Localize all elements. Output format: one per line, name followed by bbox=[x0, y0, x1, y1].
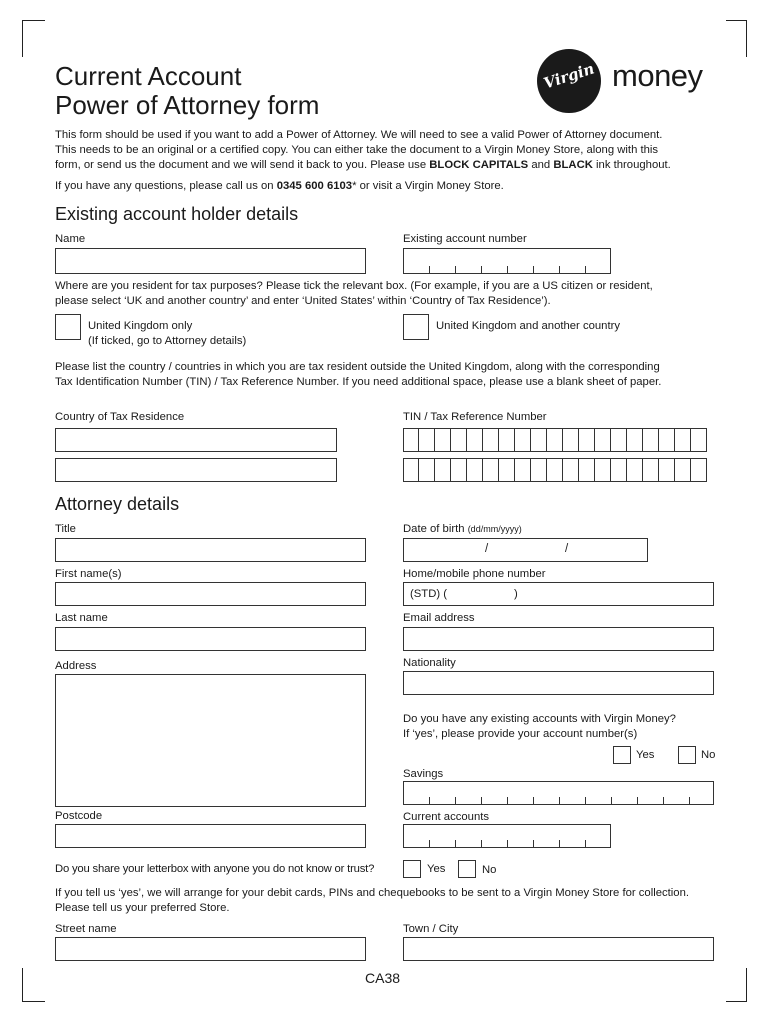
tax-residence-question: Where are you resident for tax purposes? Please tick the relevant box. (For example, if you are a US citizen or resident, please select ‘UK and another country’ and enter ‘United States’ within ‘Country of Tax Residence’). bbox=[55, 280, 653, 307]
title-line-2: Power of Attorney form bbox=[55, 90, 320, 120]
dob-label: Date of birth (dd/mm/yyyy) bbox=[403, 523, 522, 535]
title-label: Title bbox=[55, 523, 76, 535]
letterbox-yes-checkbox[interactable] bbox=[403, 860, 421, 878]
nationality-label: Nationality bbox=[403, 657, 456, 669]
current-accounts-label: Current accounts bbox=[403, 811, 490, 823]
name-label: Name bbox=[55, 233, 86, 245]
first-name-label: First name(s) bbox=[55, 568, 122, 580]
tin-label: TIN / Tax Reference Number bbox=[403, 411, 547, 423]
last-name-label: Last name bbox=[55, 612, 108, 624]
first-name-field[interactable] bbox=[55, 582, 366, 606]
crop-mark-top-left bbox=[22, 20, 45, 57]
savings-label: Savings bbox=[403, 768, 444, 780]
country-tax-residence-label: Country of Tax Residence bbox=[55, 411, 185, 423]
postcode-field[interactable] bbox=[55, 824, 366, 848]
current-account-field[interactable] bbox=[403, 824, 611, 848]
country-tax-residence-field-1[interactable] bbox=[55, 428, 337, 452]
form-code: CA38 bbox=[365, 970, 401, 986]
contact-line: If you have any questions, please call us on 0345 600 6103* or visit a Virgin Money Store. bbox=[55, 180, 504, 192]
logo-virgin-text: Virgin bbox=[541, 59, 597, 93]
virgin-money-logo bbox=[536, 48, 726, 114]
store-collection-text: If you tell us ‘yes’, we will arrange for your debit cards, PINs and chequebooks to be sent to a Virgin Money Store for collection. Please tell us your preferred Store. bbox=[55, 887, 689, 914]
account-number-label: Existing account number bbox=[403, 233, 527, 245]
crop-mark-bottom-left bbox=[22, 968, 45, 1002]
phone-number: 0345 600 6103 bbox=[276, 180, 353, 192]
letterbox-no-label: No bbox=[482, 864, 497, 876]
email-field[interactable] bbox=[403, 627, 714, 651]
title-line-1: Current Account bbox=[55, 61, 242, 91]
phone-field[interactable]: (STD) ( ) bbox=[403, 582, 714, 606]
existing-accounts-yes-checkbox[interactable] bbox=[613, 746, 631, 764]
attorney-heading: Attorney details bbox=[55, 494, 180, 514]
address-field[interactable] bbox=[55, 674, 366, 807]
crop-mark-top-right bbox=[726, 20, 747, 57]
letterbox-yes-label: Yes bbox=[427, 863, 446, 875]
logo-money-text: money bbox=[612, 58, 703, 93]
uk-and-other-checkbox[interactable] bbox=[403, 314, 429, 340]
existing-accounts-question: Do you have any existing accounts with Virgin Money? If ‘yes’, please provide your account number(s) bbox=[403, 713, 676, 740]
letterbox-question: Do you share your letterbox with anyone you do not know or trust? bbox=[55, 863, 375, 875]
existing-accounts-no-label: No bbox=[701, 749, 716, 761]
savings-account-field[interactable] bbox=[403, 781, 714, 805]
nationality-field[interactable] bbox=[403, 671, 714, 695]
tin-field-2[interactable] bbox=[403, 458, 707, 482]
phone-label: Home/mobile phone number bbox=[403, 568, 546, 580]
title-field[interactable] bbox=[55, 538, 366, 562]
email-label: Email address bbox=[403, 612, 475, 624]
letterbox-no-checkbox[interactable] bbox=[458, 860, 476, 878]
intro-paragraph: This form should be used if you want to add a Power of Attorney. We will need to see a valid Power of Attorney document. This needs to be an original or a certified copy. You can either take the document to a Virgin Money Store, along with this form, or send us the document and we will send it back to you. Please use BLOCK CAPITALS and BLACK ink throughout. bbox=[55, 129, 671, 171]
postcode-label: Postcode bbox=[55, 810, 103, 822]
tax-country-instructions: Please list the country / countries in which you are tax resident outside the United Kingdom, along with the corresponding Tax Identification Number (TIN) / Tax Reference Number. If you need additional space, please use a blank sheet of paper. bbox=[55, 361, 662, 388]
town-city-label: Town / City bbox=[403, 923, 459, 935]
address-label: Address bbox=[55, 660, 97, 672]
uk-and-other-label: United Kingdom and another country bbox=[436, 320, 621, 332]
crop-mark-bottom-right bbox=[726, 968, 747, 1002]
dob-field[interactable]: / / bbox=[403, 538, 648, 562]
account-number-field[interactable] bbox=[403, 248, 611, 274]
uk-only-label: United Kingdom only (If ticked, go to Attorney details) bbox=[88, 320, 247, 347]
existing-accounts-yes-label: Yes bbox=[636, 749, 655, 761]
uk-only-checkbox[interactable] bbox=[55, 314, 81, 340]
name-field[interactable] bbox=[55, 248, 366, 274]
existing-holder-heading: Existing account holder details bbox=[55, 204, 299, 224]
last-name-field[interactable] bbox=[55, 627, 366, 651]
tin-field-1[interactable] bbox=[403, 428, 707, 452]
existing-accounts-no-checkbox[interactable] bbox=[678, 746, 696, 764]
street-name-field[interactable] bbox=[55, 937, 366, 961]
town-city-field[interactable] bbox=[403, 937, 714, 961]
page-title bbox=[55, 62, 319, 120]
street-name-label: Street name bbox=[55, 923, 117, 935]
country-tax-residence-field-2[interactable] bbox=[55, 458, 337, 482]
